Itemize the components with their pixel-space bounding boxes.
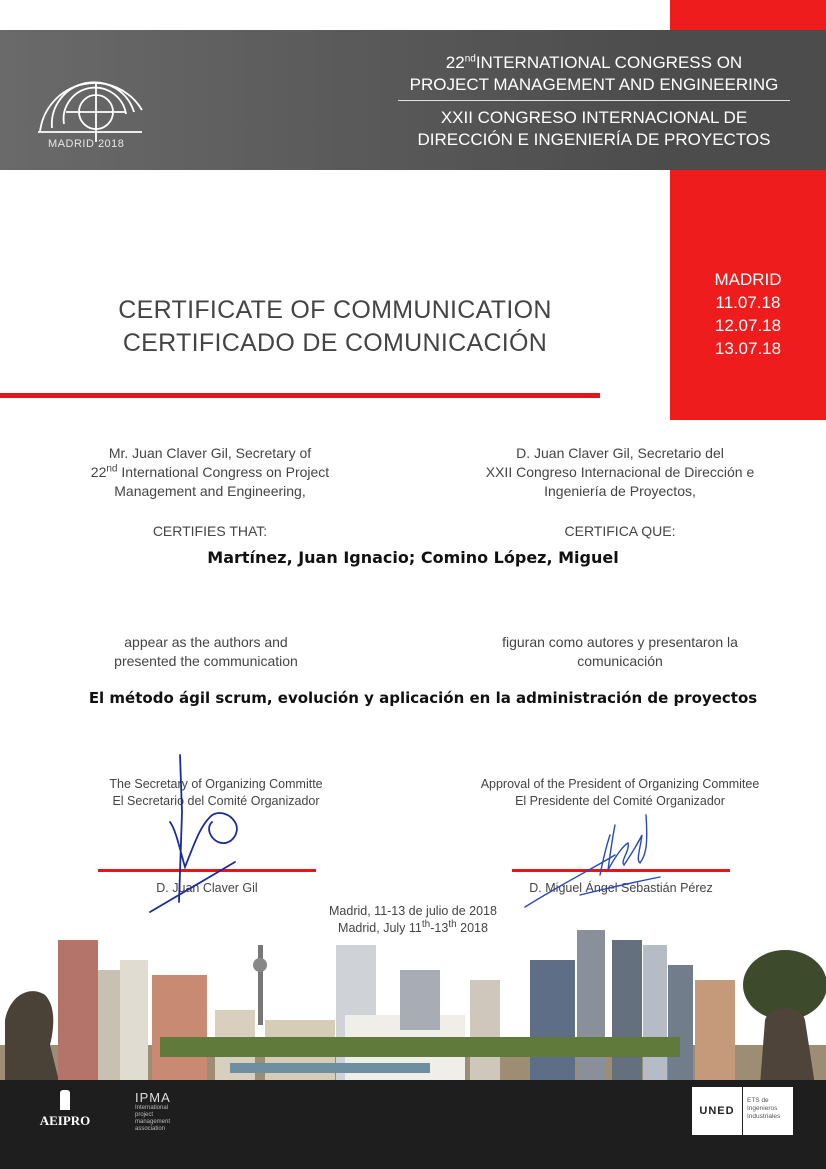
congress-dates — [670, 268, 826, 360]
left-signer-name: D. Juan Claver Gil — [156, 881, 258, 895]
right-signer-name: D. Miguel Ángel Sebastián Pérez — [529, 881, 713, 895]
certificate-title-en: CERTIFICATE OF COMMUNICATION — [118, 296, 552, 324]
appear-statement-es: figuran como autores y presentaron la comunicación — [502, 634, 738, 669]
secretary-statement-es: D. Juan Claver Gil, Secretario del XXII Congreso Internacional de Dirección e Ingeniería de Proyectos, — [485, 445, 755, 499]
right-signer-role: Approval of the President of Organizing Commitee El Presidente del Comité Organizador — [480, 777, 760, 808]
secretary-statement-en: Mr. Juan Claver Gil, Secretary of 22nd International Congress on Project Management and Engineering, — [90, 445, 330, 499]
certificate-title-es: CERTIFICADO DE COMUNICACIÓN — [122, 329, 548, 357]
left-signer-role: The Secretary of Organizing Committe El Secretario del Comité Organizador — [109, 777, 323, 808]
header-title-en-2: PROJECT MANAGEMENT AND ENGINEERING — [409, 75, 779, 94]
appear-statement-en: appear as the authors and presented the communication — [114, 634, 298, 669]
uned-logo: UNED — [692, 1087, 742, 1135]
header-divider — [398, 100, 790, 101]
right-signature — [520, 795, 670, 915]
logo-caption: MADRID 2018 — [48, 138, 125, 150]
authors: Martínez, Juan Ignacio; Comino López, Miguel — [207, 548, 619, 567]
header-title-es-2: DIRECCIÓN E INGENIERÍA DE PROYECTOS — [417, 130, 771, 149]
header-title-es-1: XXII CONGRESO INTERNACIONAL DE — [440, 108, 748, 127]
place-date: Madrid, 11-13 de julio de 2018 Madrid, July 11th-13th 2018 — [329, 904, 497, 935]
date-day1: 11.07.18 — [715, 293, 781, 312]
header-title-en-1: 22ndINTERNATIONAL CONGRESS ON — [445, 53, 743, 72]
certifies-label-es: CERTIFICA QUE: — [564, 523, 676, 539]
aeipro-mark-icon — [60, 1090, 70, 1110]
date-day3: 13.07.18 — [714, 339, 782, 358]
dates-city: MADRID — [714, 270, 782, 289]
date-day2: 12.07.18 — [714, 316, 782, 335]
paper-title: El método ágil scrum, evolución y aplicación en la administración de proyectos — [88, 689, 758, 707]
ipma-logo: IPMA International project management association — [135, 1090, 171, 1132]
madrid-skyline-image — [0, 925, 826, 1085]
certifies-label-en: CERTIFIES THAT: — [152, 523, 268, 539]
etsii-logo: ETS de Ingenieros Industriales — [743, 1087, 793, 1135]
title-underline — [0, 393, 600, 398]
aeipro-logo: AEIPRO — [30, 1090, 100, 1129]
left-signature — [140, 752, 250, 917]
